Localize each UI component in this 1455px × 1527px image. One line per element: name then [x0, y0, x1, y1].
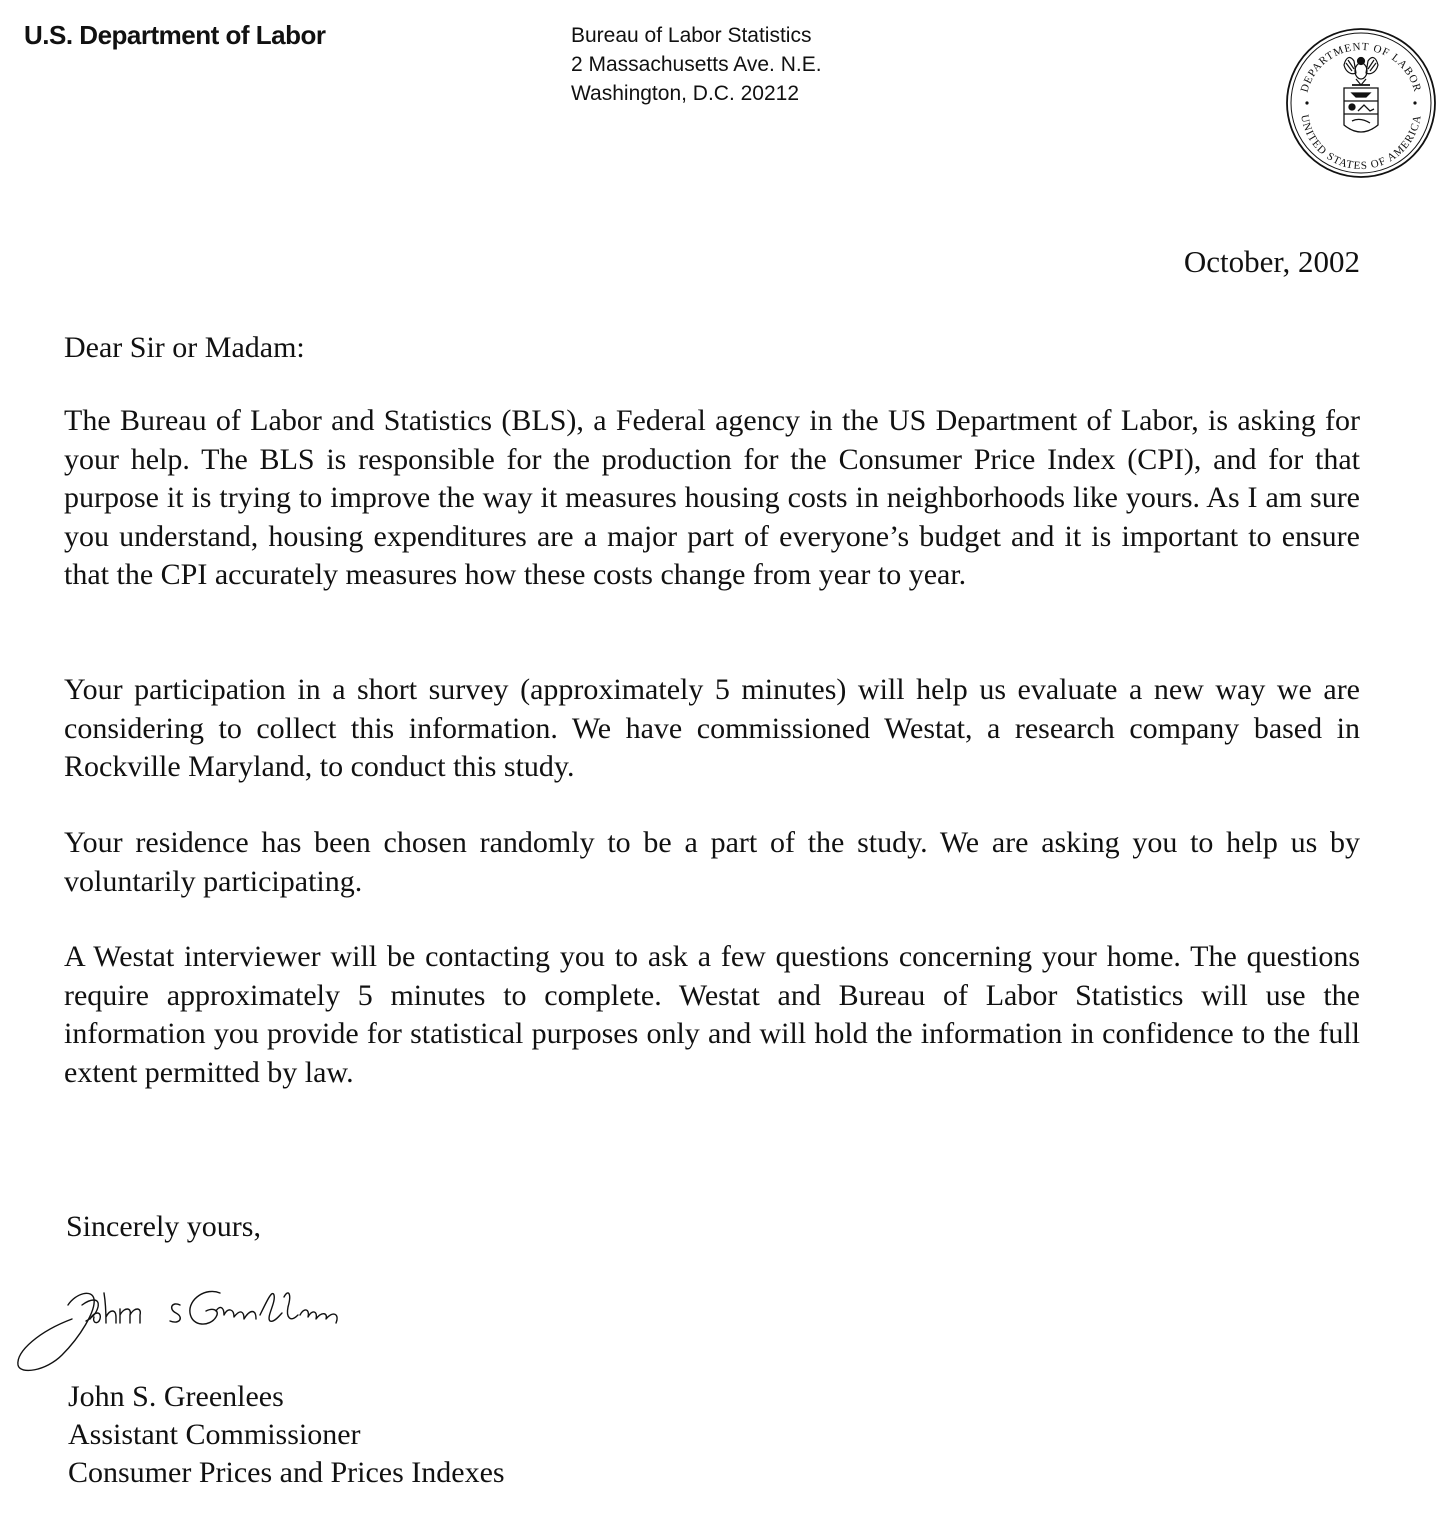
- body-paragraph: Your residence has been chosen randomly to be a part of the study. We are asking you to help us by voluntarily participating.: [64, 826, 1360, 898]
- bureau-address: [571, 21, 822, 108]
- signer-name: John S. Greenlees: [68, 1380, 284, 1413]
- body-paragraph: Your participation in a short survey (approximately 5 minutes) will help us evaluate a new way we are considering to collect this information. We have commissioned Westat, a research company based in Rockville Maryland, to conduct this study.: [64, 673, 1360, 783]
- address-line: Bureau of Labor Statistics: [571, 24, 812, 47]
- eagle-icon: [1344, 58, 1378, 86]
- signer-title: Assistant Commissioner: [68, 1418, 361, 1451]
- agency-name: U.S. Department of Labor: [24, 20, 326, 50]
- signer-block: [68, 1378, 505, 1492]
- seal-bottom-text: UNITED STATES OF AMERICA: [1298, 113, 1424, 173]
- address-line: Washington, D.C. 20212: [571, 82, 800, 105]
- signer-office: Consumer Prices and Prices Indexes: [68, 1456, 505, 1489]
- address-line: 2 Massachusetts Ave. N.E.: [571, 53, 822, 76]
- shield-icon: [1344, 88, 1378, 132]
- body-paragraph: The Bureau of Labor and Statistics (BLS), a Federal agency in the US Department of Labor, is asking for your help. The BLS is responsible for the production for the Consumer Price Index (CPI), and for that purpose it is trying to improve the way it measures housing costs in neighborhoods like yours. As I am sure you understand, housing expenditures are a major part of everyone’s budget and it is important to ensure that the CPI accurately measures how these costs change from year to year.: [64, 404, 1360, 591]
- handwritten-signature-icon: [10, 1275, 390, 1380]
- body-paragraph: A Westat interviewer will be contacting you to ask a few questions concerning your home. The questions require approximately 5 minutes to complete. Westat and Bureau of Labor Statistics will use the information you provide for statistical purposes only and will hold the information in confidence to the full extent permitted by law.: [64, 940, 1360, 1089]
- department-of-labor-seal-icon: [1284, 27, 1438, 179]
- seal-top-text: DEPARTMENT OF LABOR: [1298, 40, 1424, 94]
- salutation: Dear Sir or Madam:: [64, 331, 305, 364]
- closing: Sincerely yours,: [66, 1210, 261, 1243]
- letter-date: October, 2002: [1183, 244, 1360, 279]
